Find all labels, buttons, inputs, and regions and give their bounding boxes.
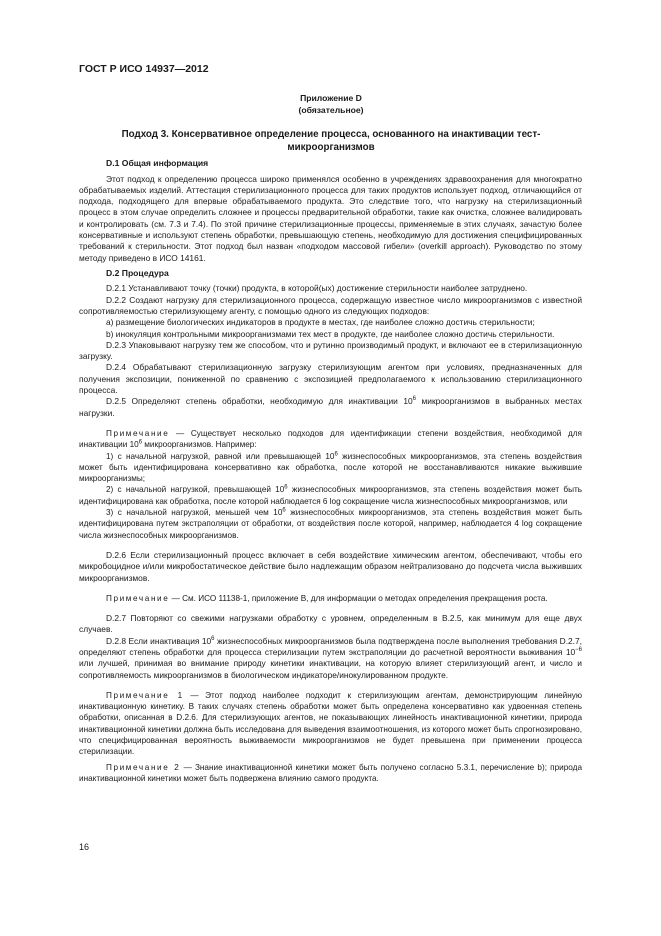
paragraph-d2-2: D.2.2 Создают нагрузку для стерилизационного процесса, содержащую известное число микроорганизмов с известной сопротивляемостью стерилизующему агенту, с помощью одного из следующих подходов: bbox=[79, 294, 582, 316]
paragraph-d1: Этот подход к определению процесса широко применялся особенно в учреждениях здравоохранения для многократно обрабатываемых изделий. Аттестация стерилизационного процесса для таких продуктов использует подход, отличающийся от подхода, подходящего для впервые обрабатываемого продукта. Это следствие того, что нагрузку на стерилизационный процесс в этом случае определить сложнее и процессы предварительной обработки, такие как очистка, сложнее валидировать и контролировать (см. 7.3 и 7.4). По этой причине стерилизационные процессы, применяемые в этих случаях, зачастую более консервативные и используют степень обработки, превышающую степень, необходимую для достижения специфицированных требований к стерильности. Этот подход был назван «подходом массовой гибели» (overkill approach). Руководство по этому методу приведено в ИСО 14161. bbox=[79, 173, 582, 263]
appendix-heading bbox=[79, 93, 583, 116]
note-1: Примечание — Существует несколько подходов для идентификации степени воздействия, необходимой для инактивации $10^6$ микроорганизмов. Например: 1) с начальной нагрузкой, равной или превышающей $10^6$ жизнеспособных микроорганизмов, эта степень воздействия может быть идентифицирована консервативно как обработка, после которой не восстанавливаются никакие выжившие микроорганизмы; 2) с начальной нагрузкой, превышающей $10^6$ жизнеспособных микроорганизмов, эта степень воздействия может быть идентифицирована как обработка, после которой наблюдается 6 log сокращение числа жизнеспособных микроорганизмов, или 3) с начальной нагрузкой, меньшей чем $10^6$ жизнеспособных микроорганизмов, эта степень воздействия может быть идентифицирована путем экстраполяции от обработки, от воздействия после которой, например, наблюдается 4 log сокращение числа жизнеспособных микроорганизмов. bbox=[79, 428, 582, 540]
note-label: Примечание 1 bbox=[106, 690, 184, 700]
paragraph-d2-5: D.2.5 Определяют степень обработки, необходимую для инактивации $10^6$ микроорганизмов в выбранных местах нагрузки. bbox=[79, 396, 582, 418]
note-label: Примечание bbox=[106, 593, 170, 603]
note-1-item-1: 1) с начальной нагрузкой, равной или превышающей $10^6$ жизнеспособных микроорганизмов, эта степень воздействия может быть идентифицирована консервативно как обработка, после которой не восстанавливаются никакие выжившие микроорганизмы; bbox=[79, 450, 582, 484]
paragraph-d2-1: D.2.1 Устанавливают точку (точки) продукта, в которой(ых) достижение стерильности наиболее затруднено. bbox=[106, 283, 528, 294]
section-heading-d2: D.2 Процедура bbox=[106, 267, 169, 278]
note-2: Примечание — См. ИСО 11138-1, приложение В, для информации о методах определения прекращения роста. bbox=[106, 593, 548, 603]
note-1-item-3: 3) с начальной нагрузкой, меньшей чем $10^6$ жизнеспособных микроорганизмов, эта степень воздействия может быть идентифицирована путем экстраполяции от обработки, от воздействия после которой, например, наблюдается 4 log сокращение числа жизнеспособных микроорганизмов. bbox=[79, 507, 582, 540]
note-label: Примечание bbox=[106, 428, 170, 438]
body-text bbox=[79, 158, 582, 784]
paragraph-d2-4: D.2.4 Обрабатывают стерилизационную загрузку стерилизующим агентом при условиях, предназначенных для получения экспозиции, пониженной по сравнению с экспозицией предполагаемого к использованию стерилизационного процесса. bbox=[79, 362, 582, 396]
note-3: Примечание 1 — Этот подход наиболее подходит к стерилизующим агентам, демонстрирующим линейную инактивационную кинетику. В таких случаях степень обработки может быть определена консервативно как удвоенная степень обработки, описанная в D.2.6. Для стерилизующих агентов, не показывающих линейность инактивационной кинетики, природа инактивационной кинетики должна быть исследована для выведения взаимоотношения, из которого может быть спрогнозировано, что специфицированная вероятность выживаемости микроорганизмов не будет превышена при применении процесса стерилизации. bbox=[79, 690, 582, 757]
paragraph-d2-7: D.2.7 Повторяют со свежими нагрузками обработку с уровнем, определенным в В.2.5, как минимум для еще двух случаев. bbox=[79, 613, 582, 635]
appendix-title: Приложение D bbox=[300, 93, 362, 103]
approach-title: Подход 3. Консервативное определение процесса, основанного на инактивации тест-микроорганизмов bbox=[121, 129, 541, 153]
document-header: ГОСТ Р ИСО 14937—2012 bbox=[79, 63, 209, 75]
appendix-type: (обязательное) bbox=[298, 104, 364, 115]
note-4: Примечание 2 — Знание инактивационной кинетики может быть получено согласно 5.3.1, перечисление b); природа инактивационной кинетики может быть подвержена влиянию самого продукта. bbox=[79, 762, 582, 783]
paragraph-d2-3: D.2.3 Упаковывают нагрузку тем же способом, что и рутинно производимый продукт, и включают ее в стерилизационную загрузку. bbox=[79, 339, 582, 362]
paragraph-d2-8: D.2.8 Если инактивация $10^6$ жизнеспособных микроорганизмов была подтверждена после выполнения требования D.2.7, определяют степень обработки для процесса стерилизации путем экстраполяции до расчетной вероятности выживания $10^{-6}$ или лучшей, принимая во внимание природу кинетики инактивации, на которую влияет стерилизующий агент, и число и сопротивляемость микроорганизмов в биологическом индикаторе/инокулированном продукте. bbox=[79, 635, 582, 680]
section-heading-d1: D.1 Общая информация bbox=[106, 158, 209, 168]
list-item-d2-2-b: b) инокуляция контрольными микроорганизмами тех мест в продукте, где наиболее сложно достичь стерильности. bbox=[106, 328, 555, 339]
page-number: 16 bbox=[79, 842, 90, 852]
note-label: Примечание 2 bbox=[106, 762, 181, 772]
paragraph-d2-6: D.2.6 Если стерилизационный процесс включает в себя воздействие химическим агентом, обеспечивают, чтобы его микробоцидное и/или микробостатическое действие было надлежащим образом нейтрализовано до подсчета числа выживших микроорганизмов. bbox=[79, 549, 582, 583]
list-item-d2-2-a: a) размещение биологических индикаторов в продукте в местах, где наиболее сложно достичь стерильности; bbox=[106, 317, 535, 328]
note-1-item-2: 2) с начальной нагрузкой, превышающей $10^6$ жизнеспособных микроорганизмов, эта степень воздействия может быть идентифицирована как обработка, после которой наблюдается 6 log сокращение числа жизнеспособных микроорганизмов, или bbox=[79, 484, 582, 506]
